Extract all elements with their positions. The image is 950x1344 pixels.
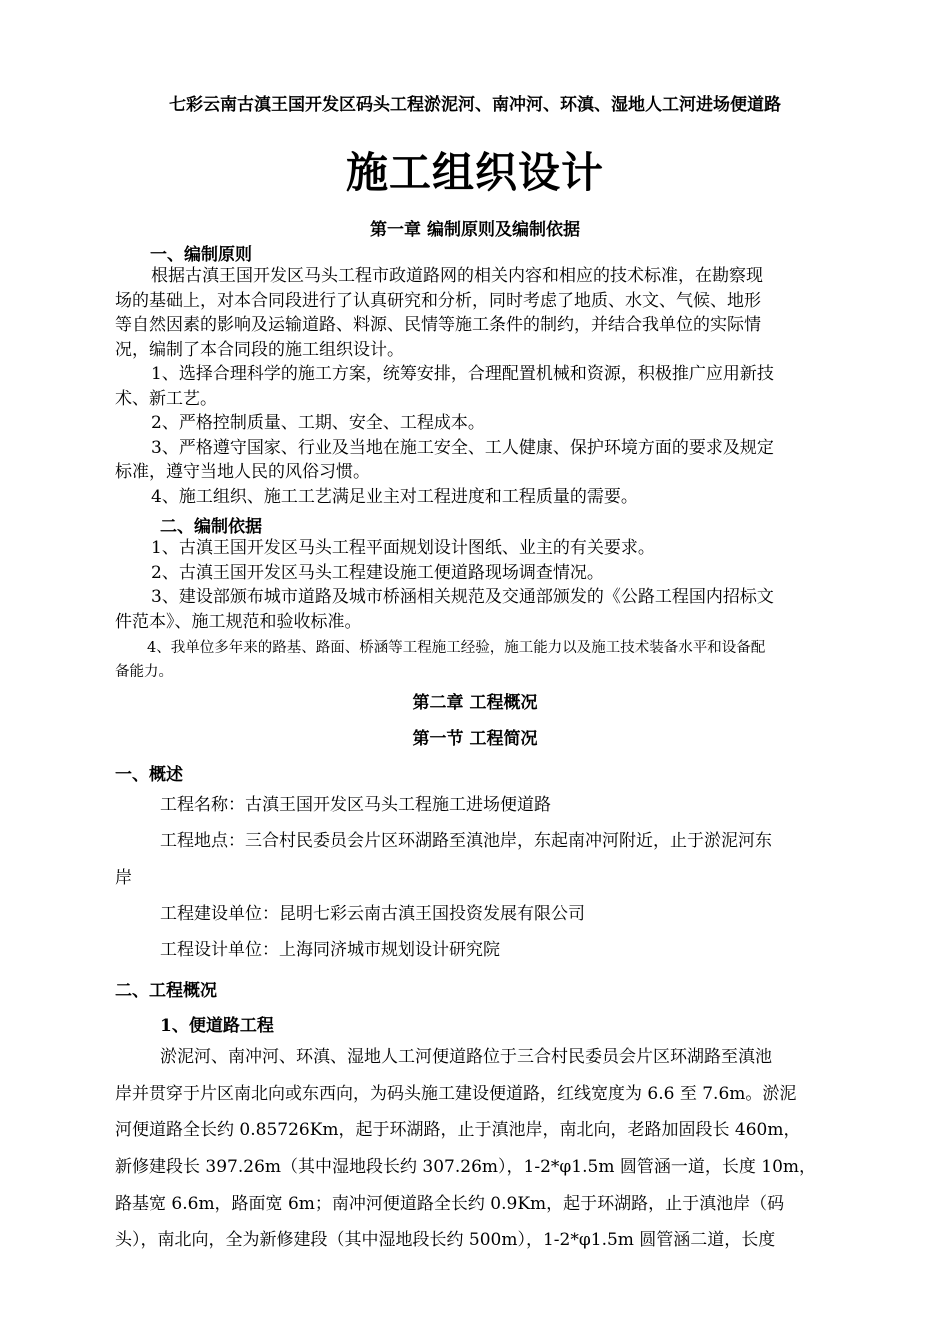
list-item: 1、选择合理科学的施工方案，统筹安排，合理配置机械和资源，积极推广应用新技 [151,364,774,384]
document-title: 施工组织设计 [345,148,604,197]
heading-access-road: 1、便道路工程 [160,1016,274,1036]
section-heading-brief: 第一节 工程简况 [412,729,538,749]
list-item: 4、施工组织、施工工艺满足业主对工程进度和工程质量的需要。 [151,486,638,507]
project-location-continuation: 岸 [115,868,132,888]
chapter2-heading: 第二章 工程概况 [412,693,538,713]
project-location: 工程地点：三合村民委员会片区环湖路至滇池岸，东起南冲河附近，止于淤泥河东 [160,831,772,851]
list-item: 4、我单位多年来的路基、路面、桥涵等工程施工经验，施工能力以及施工技术装备水平和设备配 [147,640,766,656]
list-item-continuation: 备能力。 [115,664,173,680]
paragraph-line: 岸并贯穿于片区南北向或东西向，为码头施工建设便道路，红线宽度为 6.6 至 7.6m。淤泥 [115,1084,797,1104]
section-heading-principles: 一、编制原则 [150,245,252,265]
paragraph-line: 根据古滇王国开发区马头工程市政道路网的相关内容和相应的技术标准，在勘察现 [151,266,763,286]
section-heading-basis: 二、编制依据 [160,517,262,537]
paragraph-line: 等自然因素的影响及运输道路、料源、民情等施工条件的制约，并结合我单位的实际情 [115,315,761,335]
list-item: 2、严格控制质量、工期、安全、工程成本。 [151,413,485,433]
list-item-continuation: 标准，遵守当地人民的风俗习惯。 [115,462,370,482]
list-item: 3、严格遵守国家、行业及当地在施工安全、工人健康、保护环境方面的要求及规定 [151,437,774,458]
document-subtitle: 七彩云南古滇王国开发区码头工程淤泥河、南冲河、环滇、湿地人工河进场便道路 [169,95,781,115]
list-item: 3、建设部颁布城市道路及城市桥涵相关规范及交通部颁发的《公路工程国内招标文 [151,587,774,607]
paragraph-line: 新修建段长 397.26m（其中湿地段长约 307.26m），1-2*φ1.5m 圆管涵一道，长度 10m， [115,1157,817,1177]
list-item-continuation: 件范本》、施工规范和验收标准。 [115,611,362,632]
heading-overview: 一、概述 [115,765,183,785]
paragraph-line: 河便道路全长约 0.85726Km，起于环湖路，止于滇池岸，南北向，老路加固段长 460m， [115,1120,801,1140]
paragraph-line: 淤泥河、南冲河、环滇、湿地人工河便道路位于三合村民委员会片区环湖路至滇池 [160,1047,772,1067]
paragraph-line: 况，编制了本合同段的施工组织设计。 [115,339,404,360]
project-name: 工程名称：古滇王国开发区马头工程施工进场便道路 [160,795,551,815]
list-item: 1、古滇王国开发区马头工程平面规划设计图纸、业主的有关要求。 [151,538,655,558]
paragraph-line: 场的基础上，对本合同段进行了认真研究和分析，同时考虑了地质、水文、气候、地形 [115,290,761,311]
project-owner: 工程建设单位：昆明七彩云南古滇王国投资发展有限公司 [160,904,585,924]
heading-project-summary: 二、工程概况 [115,981,217,1001]
list-item: 2、古滇王国开发区马头工程建设施工便道路现场调查情况。 [151,562,604,583]
paragraph-line: 路基宽 6.6m，路面宽 6m；南冲河便道路全长约 0.9Km，起于环湖路，止于滇池岸（码 [115,1194,785,1214]
chapter1-heading: 第一章 编制原则及编制依据 [370,220,580,240]
project-designer: 工程设计单位：上海同济城市规划设计研究院 [160,940,500,960]
list-item-continuation: 术、新工艺。 [115,388,217,409]
paragraph-line: 头），南北向，全为新修建段（其中湿地段长约 500m），1-2*φ1.5m 圆管涵二道，长度 [115,1230,776,1250]
